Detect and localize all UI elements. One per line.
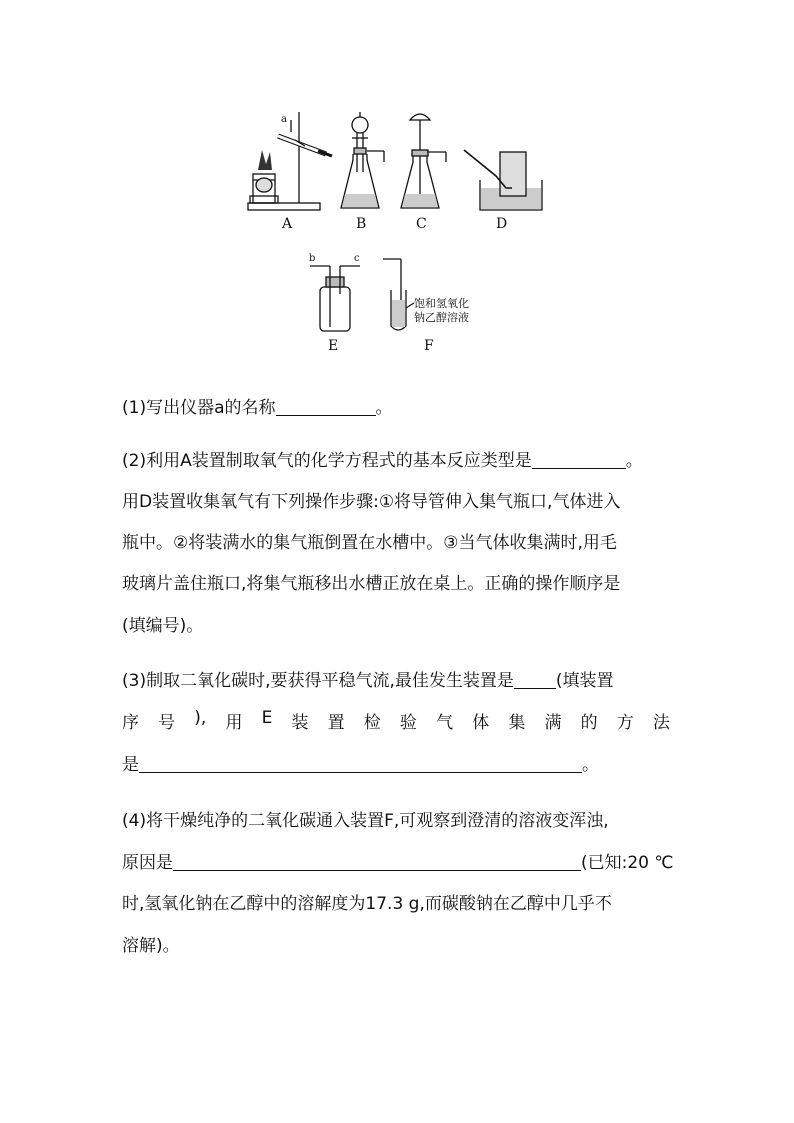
apparatus-b-drawing xyxy=(341,112,384,208)
question-3-line1 xyxy=(122,666,614,691)
question-2-line5: (填编号)。 xyxy=(122,616,204,636)
apparatus-d-drawing xyxy=(464,150,542,210)
q3-word: 集 xyxy=(508,713,526,733)
q3-line3-suffix: 。 xyxy=(582,755,599,775)
tube-c-label: c xyxy=(354,253,360,264)
question-2-line2: 用D装置收集氧气有下列操作步骤:①将导管伸入集气瓶口,气体进入 xyxy=(122,492,621,512)
question-3-line2 xyxy=(122,708,670,733)
q3-word: 满 xyxy=(544,713,562,733)
q3-word: ), xyxy=(194,708,207,728)
apparatus-drawing xyxy=(0,0,794,360)
q2-prefix: (2)利用A装置制取氧气的化学方程式的基本反应类型是 xyxy=(122,451,532,471)
q3-word: 法 xyxy=(652,713,670,733)
q3-word: E xyxy=(261,708,273,728)
q3-word: 装 xyxy=(291,713,309,733)
question-4-line4: 溶解)。 xyxy=(122,936,180,956)
q3-word: 检 xyxy=(363,713,381,733)
q3-device-blank[interactable] xyxy=(514,672,556,689)
q3-method-blank[interactable] xyxy=(139,756,582,773)
question-4-line2 xyxy=(122,848,674,873)
label-e: E xyxy=(328,338,339,354)
q1-answer-blank[interactable] xyxy=(276,399,376,416)
apparatus-f-drawing xyxy=(383,259,414,330)
q3-word: 序 xyxy=(122,713,139,733)
q3-word: 的 xyxy=(580,713,598,733)
label-a: A xyxy=(282,216,293,232)
q3-word: 号 xyxy=(158,713,176,733)
q3-word: 置 xyxy=(327,713,345,733)
apparatus-c-drawing xyxy=(401,114,446,208)
q4-line2-prefix: 原因是 xyxy=(122,853,173,873)
q2-suffix: 。 xyxy=(625,451,643,471)
question-2-line4: 玻璃片盖住瓶口,将集气瓶移出水槽正放在桌上。正确的操作顺序是 xyxy=(122,574,621,594)
question-2-line3: 瓶中。②将装满水的集气瓶倒置在水槽中。③当气体收集满时,用毛 xyxy=(122,533,617,553)
label-f: F xyxy=(424,338,434,354)
apparatus-figure xyxy=(0,0,794,360)
apparatus-a-drawing xyxy=(248,112,332,210)
q4-reason-blank[interactable] xyxy=(173,854,581,871)
q4-line2-suffix: (已知:20 ℃ xyxy=(581,853,674,873)
question-2-line1 xyxy=(122,446,643,471)
q3-word: 气 xyxy=(436,713,454,733)
instrument-a-label: a xyxy=(281,114,287,125)
question-4-line1: (4)将干燥纯净的二氧化碳通入装置F,可观察到澄清的溶液变浑浊, xyxy=(122,811,609,831)
q1-suffix: 。 xyxy=(375,398,393,418)
q3-word: 用 xyxy=(225,713,243,733)
label-c: C xyxy=(416,216,427,232)
question-3-line3 xyxy=(122,750,599,775)
q1-prefix: (1)写出仪器a的名称 xyxy=(122,398,276,418)
label-b: B xyxy=(356,216,367,232)
q3-word: 验 xyxy=(399,713,417,733)
question-4-line3: 时,氢氧化钠在乙醇中的溶解度为17.3 g,而碳酸钠在乙醇中几乎不 xyxy=(122,894,612,914)
question-1 xyxy=(122,393,393,418)
q3-line3-prefix: 是 xyxy=(122,755,139,775)
q3-prefix: (3)制取二氧化碳时,要获得平稳气流,最佳发生装置是 xyxy=(122,671,514,691)
f-note-line1: 饱和氢氧化 xyxy=(414,297,469,310)
q3-word: 方 xyxy=(616,713,634,733)
label-d: D xyxy=(496,216,508,232)
q3-word: 体 xyxy=(472,713,490,733)
f-note-line2: 钠乙醇溶液 xyxy=(414,311,469,324)
apparatus-e-drawing xyxy=(310,266,360,331)
q3-suffix: (填装置 xyxy=(555,671,614,691)
q2-answer-blank[interactable] xyxy=(532,452,626,469)
f-solution-note xyxy=(414,297,469,325)
tube-b-label: b xyxy=(309,253,316,264)
